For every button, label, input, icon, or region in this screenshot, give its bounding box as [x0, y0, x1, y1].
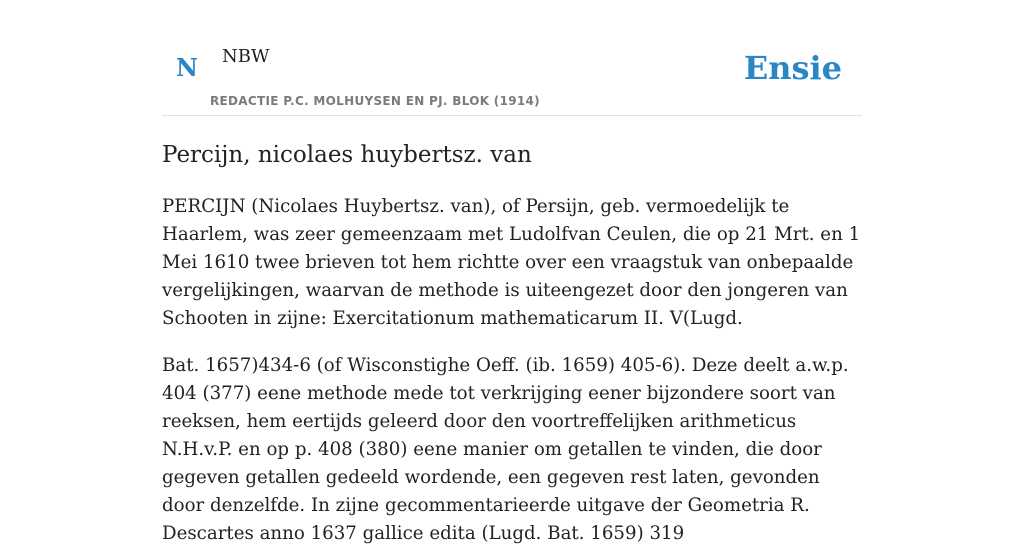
source-editor: REDACTIE P.C. MOLHUYSEN EN PJ. BLOK (1914): [210, 94, 540, 108]
article: [162, 140, 862, 548]
source-name[interactable]: NBW: [222, 46, 270, 67]
site-header: [162, 0, 862, 116]
source-logo-icon[interactable]: N: [176, 53, 198, 82]
page: [162, 0, 862, 548]
article-title: Percijn, nicolaes huybertsz. van: [162, 142, 532, 168]
article-paragraph: Bat. 1657)434-6 (of Wisconstighe Oeff. (ib. 1659) 405-6). Deze deelt a.w.p. 404 (377) eene methode mede tot verkrijging eener bijzondere soort van reeksen, hem eertijds geleerd door den voortreffelijken arithmeticus N.H.v.P. en op p. 408 (380) eene manier om getallen te vinden, die door gegeven getallen gedeeld wordende, een gegeven rest laten, gevonden door denzelfde. In zijne gecommentarieerde uitgave der Geometria R. Descartes anno 1637 gallice edita (Lugd. Bat. 1659) 319: [162, 355, 849, 544]
article-paragraph: PERCIJN (Nicolaes Huybertsz. van), of Persijn, geb. vermoedelijk te Haarlem, was zeer gemeenzaam met Ludolfvan Ceulen, die op 21 Mrt. en 1 Mei 1610 twee brieven tot hem richtte over een vraagstuk van onbepaalde vergelijkingen, waarvan de methode is uiteengezet door den jongeren van Schooten in zijne: Exercitationum mathematicarum II. V(Lugd.: [162, 196, 861, 329]
brand-logo[interactable]: Ensie: [743, 49, 842, 87]
